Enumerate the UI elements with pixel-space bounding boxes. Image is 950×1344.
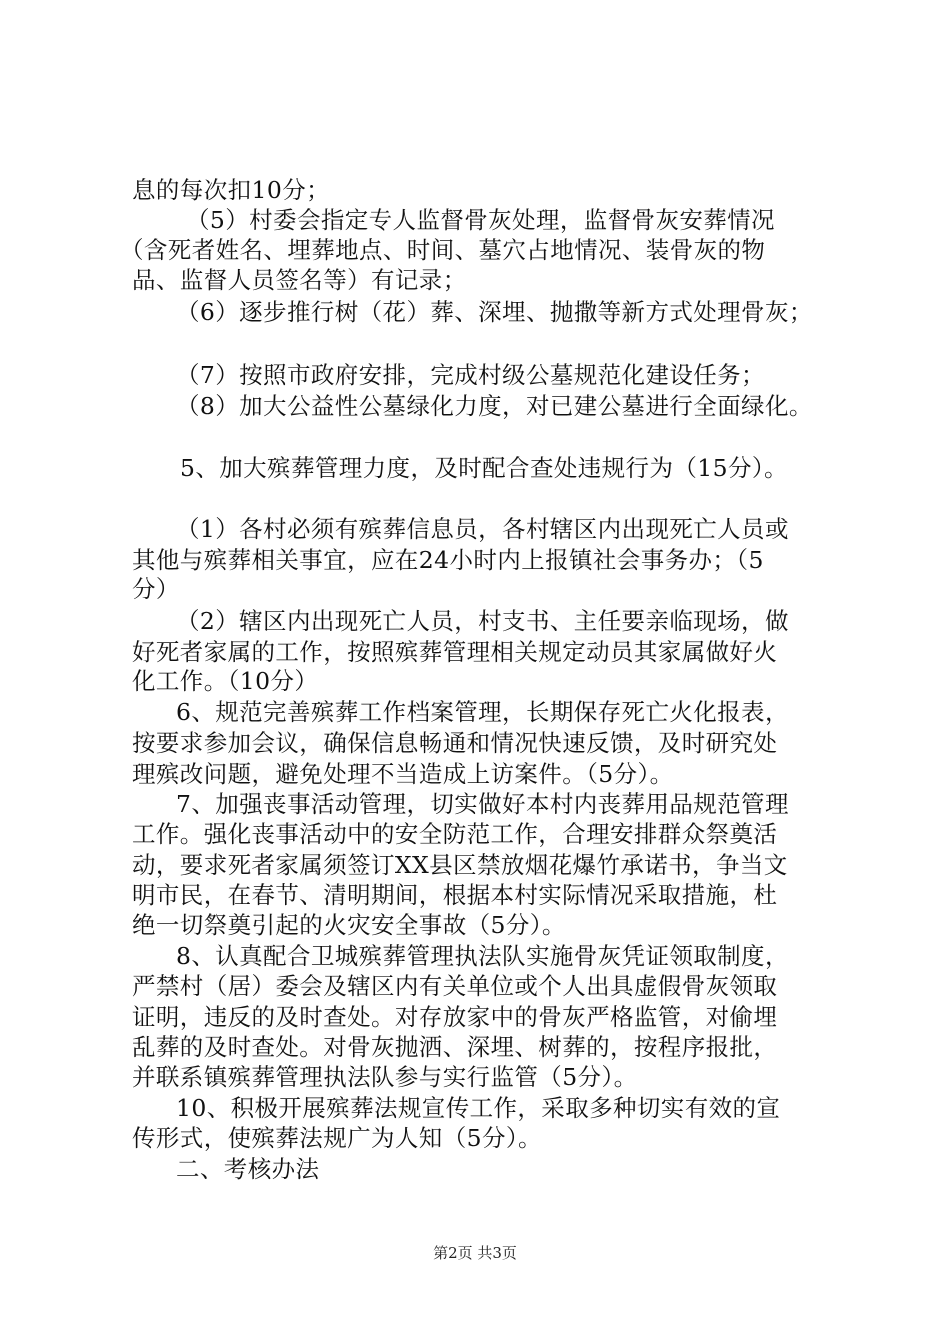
body-text-line: 息的每次扣10分； xyxy=(132,176,331,204)
body-text-line: 按要求参加会议，确保信息畅通和情况快速反馈，及时研究处 xyxy=(132,729,778,757)
body-text-line: 品、监督人员签名等）有记录； xyxy=(132,266,467,294)
body-text-line: 化工作。（10分） xyxy=(132,667,319,695)
body-text-line: 其他与殡葬相关事宜，应在24小时内上报镇社会事务办；（5 xyxy=(132,546,764,574)
body-text-line: 7、加强丧事活动管理，切实做好本村内丧葬用品规范管理 xyxy=(176,790,789,818)
body-text-line: （2）辖区内出现死亡人员，村支书、主任要亲临现场，做 xyxy=(176,607,789,635)
body-text-line: 6、规范完善殡葬工作档案管理，长期保存死亡火化报表， xyxy=(176,698,789,726)
body-text-line: （1）各村必须有殡葬信息员，各村辖区内出现死亡人员或 xyxy=(176,515,789,543)
body-text-line: 动，要求死者家属须签订XX县区禁放烟花爆竹承诺书，争当文 xyxy=(132,851,788,879)
body-text-line: （7）按照市政府安排，完成村级公墓规范化建设任务； xyxy=(176,361,765,389)
page-number: 第2页 共3页 xyxy=(433,1244,517,1262)
body-text-line: （5）村委会指定专人监督骨灰处理，监督骨灰安葬情况 xyxy=(186,206,775,234)
body-text-line: 5、加大殡葬管理力度，及时配合查处违规行为（15分）。 xyxy=(180,454,788,482)
body-text-line: 8、认真配合卫城殡葬管理执法队实施骨灰凭证领取制度， xyxy=(176,942,789,970)
body-text-line: 并联系镇殡葬管理执法队参与实行监管（5分）。 xyxy=(132,1063,638,1091)
body-text-line: 证明，违反的及时查处。对存放家中的骨灰严格监管，对偷埋 xyxy=(132,1003,778,1031)
body-text-line: 绝一切祭奠引起的火灾安全事故（5分）。 xyxy=(132,911,566,939)
body-text-line: 乱葬的及时查处。对骨灰抛洒、深埋、树葬的，按程序报批， xyxy=(132,1033,778,1061)
body-text-line: 好死者家属的工作，按照殡葬管理相关规定动员其家属做好火 xyxy=(132,638,778,666)
page-footer xyxy=(0,1243,950,1263)
section-heading: 二、考核办法 xyxy=(176,1155,320,1183)
body-text-line: 工作。强化丧事活动中的安全防范工作，合理安排群众祭奠活 xyxy=(132,820,778,848)
body-text-line: （6）逐步推行树（花）葬、深埋、抛撒等新方式处理骨灰； xyxy=(176,298,813,326)
body-text-line: 传形式，使殡葬法规广为人知（5分）。 xyxy=(132,1124,542,1152)
body-text-line: （8）加大公益性公墓绿化力度，对已建公墓进行全面绿化。 xyxy=(176,392,813,420)
body-text-line: 10、积极开展殡葬法规宣传工作，采取多种切实有效的宣 xyxy=(176,1094,781,1122)
body-text-line: 明市民，在春节、清明期间，根据本村实际情况采取措施，杜 xyxy=(132,881,778,909)
body-text-line: 理殡改问题，避免处理不当造成上访案件。（5分）。 xyxy=(132,760,674,788)
body-text-line: （含死者姓名、埋葬地点、时间、墓穴占地情况、装骨灰的物 xyxy=(120,236,766,264)
body-text-line: 严禁村（居）委会及辖区内有关单位或个人出具虚假骨灰领取 xyxy=(132,972,778,1000)
body-text-line: 分） xyxy=(132,575,180,603)
